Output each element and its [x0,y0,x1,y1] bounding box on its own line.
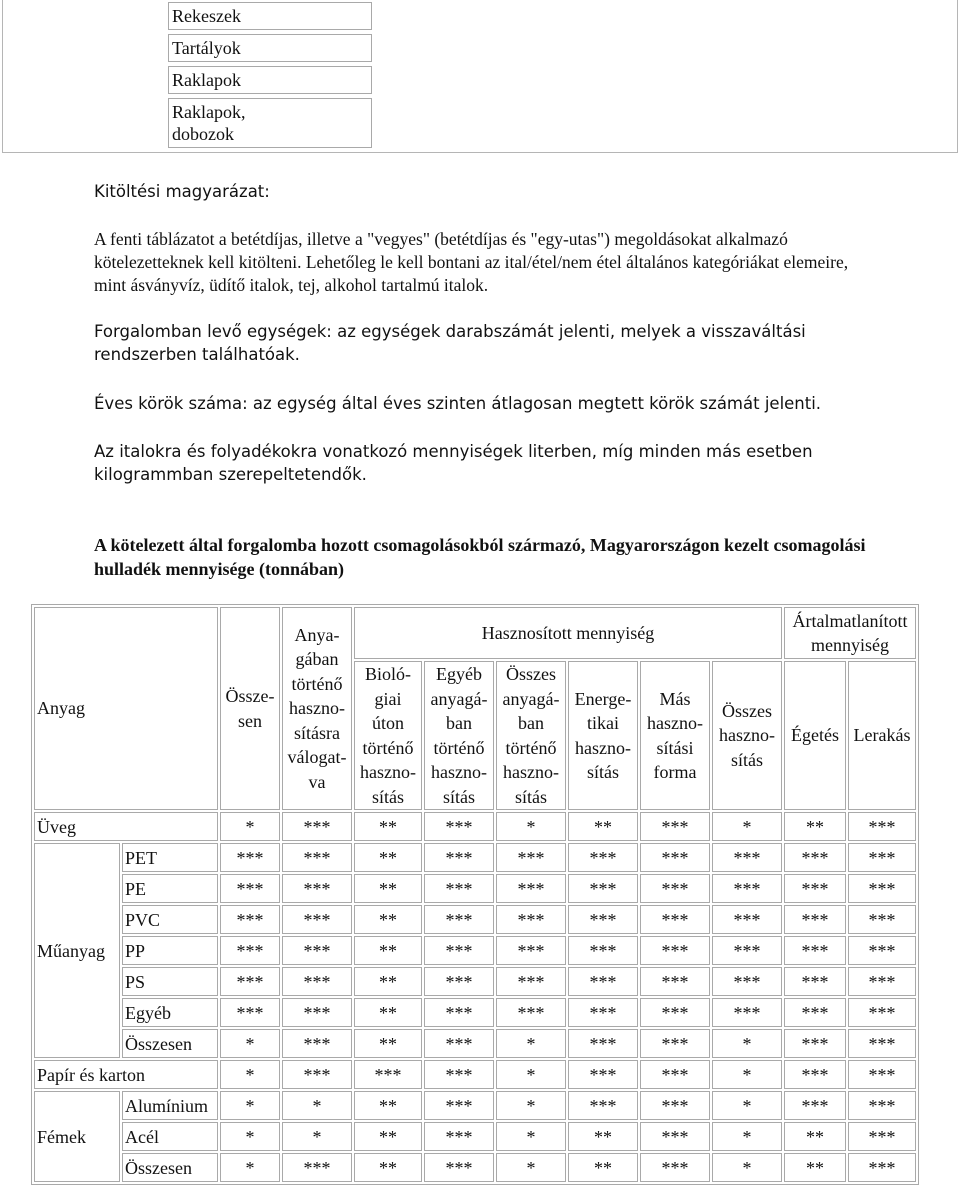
value-cell: *** [424,1029,494,1058]
value-cell: * [496,1029,566,1058]
table-row [34,1091,916,1120]
row-label: PET [122,843,218,872]
explanation-paragraph: Éves körök száma: az egység által éves szinten átlagosan megtett körök számát jelenti. [94,394,822,413]
row-label: PS [122,967,218,996]
group-label-muanyag: Műanyag [34,843,120,1058]
value-cell: *** [784,967,846,996]
row-label: Egyéb [122,998,218,1027]
value-cell: *** [640,1122,710,1151]
table-row [34,905,916,934]
explanation-paragraph: A fenti táblázatot a betétdíjas, illetve a "vegyes" (betétdíjas és "egy-utas") megoldásokat alkalmazó kötelezetteknek kell kitölteni. Lehetőleg le kell bontani az ital/étel/nem étel általános kategóriákat elemeire, mint ásványvíz, üdítő italok, tej, alkohol tartalmú italok. [94,229,849,295]
table-row [34,1122,916,1151]
value-cell: ** [354,1091,422,1120]
header-egetes: Égetés [784,661,846,810]
value-cell: ** [784,1122,846,1151]
value-cell: *** [640,967,710,996]
value-cell: *** [640,874,710,903]
value-cell: * [220,1060,280,1089]
value-cell: * [220,812,280,841]
row-label: PP [122,936,218,965]
packaging-type-cell: Raklapok, dobozok [168,98,372,148]
value-cell: *** [568,1029,638,1058]
header-anyagban-valogatva: Anya- gában történő haszno- sításra válogat- va [282,607,352,810]
table-row [34,936,916,965]
value-cell: *** [496,936,566,965]
header-energetikai: Energe- tikai haszno- sítás [568,661,638,810]
value-cell: *** [848,998,916,1027]
value-cell: ** [354,905,422,934]
value-cell: *** [282,1060,352,1089]
value-cell: *** [784,1029,846,1058]
value-cell: * [712,812,782,841]
value-cell: ** [784,1153,846,1182]
value-cell: *** [424,1060,494,1089]
row-label: Üveg [34,812,218,841]
table-row [34,998,916,1027]
table-right-border [957,0,958,152]
value-cell: * [712,1122,782,1151]
value-cell: *** [712,843,782,872]
packaging-type-cell: Raklapok [168,66,372,94]
packaging-type-cell: Tartályok [168,34,372,62]
value-cell: *** [712,874,782,903]
value-cell: *** [282,874,352,903]
value-cell: *** [640,905,710,934]
header-osszesen: Össze- sen [220,607,280,810]
value-cell: *** [848,874,916,903]
value-cell: *** [640,998,710,1027]
value-cell: *** [424,936,494,965]
header-osszes-anyagaban: Összes anyagá- ban történő haszno- sítás [496,661,566,810]
value-cell: *** [424,967,494,996]
row-label: PE [122,874,218,903]
value-cell: *** [640,1029,710,1058]
value-cell: *** [848,1091,916,1120]
value-cell: *** [568,843,638,872]
value-cell: *** [784,936,846,965]
header-osszes-hasznositas: Összes haszno- sítás [712,661,782,810]
group-label-femek: Fémek [34,1091,120,1182]
value-cell: *** [712,936,782,965]
value-cell: ** [354,1029,422,1058]
value-cell: *** [496,874,566,903]
value-cell: * [496,1091,566,1120]
waste-quantity-table [31,604,919,1185]
value-cell: *** [282,812,352,841]
value-cell: * [712,1029,782,1058]
header-egyeb-anyagaban: Egyéb anyagá- ban történő haszno- sítás [424,661,494,810]
value-cell: *** [220,874,280,903]
value-cell: *** [784,1060,846,1089]
value-cell: * [220,1153,280,1182]
value-cell: *** [848,1029,916,1058]
value-cell: *** [424,812,494,841]
value-cell: *** [640,1060,710,1089]
value-cell: *** [712,905,782,934]
value-cell: *** [496,843,566,872]
value-cell: *** [282,998,352,1027]
value-cell: *** [784,998,846,1027]
value-cell: *** [282,967,352,996]
value-cell: *** [568,905,638,934]
value-cell: *** [568,936,638,965]
value-cell: ** [354,998,422,1027]
value-cell: * [220,1091,280,1120]
table-title: A kötelezett által forgalomba hozott csomagolásokból származó, Magyarországon kezelt csomagolási hulladék mennyisége (tonnában) [94,535,866,579]
value-cell: *** [568,1091,638,1120]
value-cell: *** [282,1029,352,1058]
value-cell: *** [568,998,638,1027]
row-label: Összesen [122,1029,218,1058]
packaging-type-cell: Rekeszek [168,2,372,30]
packaging-types-table [0,0,960,155]
value-cell: ** [354,1153,422,1182]
value-cell: *** [496,998,566,1027]
table-row [34,874,916,903]
value-cell: *** [848,936,916,965]
value-cell: *** [712,998,782,1027]
value-cell: *** [712,967,782,996]
value-cell: *** [496,967,566,996]
header-anyag: Anyag [34,607,218,810]
value-cell: * [712,1153,782,1182]
value-cell: *** [640,1153,710,1182]
table-row [34,1060,916,1089]
value-cell: * [496,1060,566,1089]
value-cell: ** [354,936,422,965]
value-cell: *** [282,936,352,965]
value-cell: *** [784,1091,846,1120]
value-cell: *** [848,1153,916,1182]
value-cell: ** [354,1122,422,1151]
value-cell: *** [640,812,710,841]
value-cell: *** [424,843,494,872]
value-cell: * [282,1122,352,1151]
value-cell: *** [848,843,916,872]
row-label: Összesen [122,1153,218,1182]
value-cell: *** [220,967,280,996]
value-cell: * [220,1029,280,1058]
value-cell: *** [282,905,352,934]
row-label: PVC [122,905,218,934]
header-mas: Más haszno- sítási forma [640,661,710,810]
value-cell: *** [568,967,638,996]
value-cell: *** [784,843,846,872]
value-cell: ** [568,1122,638,1151]
value-cell: ** [354,967,422,996]
header-lerakas: Lerakás [848,661,916,810]
value-cell: *** [220,998,280,1027]
value-cell: *** [640,936,710,965]
value-cell: *** [848,905,916,934]
explanation-heading: Kitöltési magyarázat: [94,182,270,201]
value-cell: * [220,1122,280,1151]
value-cell: ** [354,843,422,872]
value-cell: * [496,812,566,841]
value-cell: *** [220,936,280,965]
value-cell: ** [354,874,422,903]
table-row [34,843,916,872]
value-cell: * [712,1060,782,1089]
value-cell: *** [424,1153,494,1182]
explanation-paragraph: Forgalomban levő egységek: az egységek darabszámát jelenti, melyek a visszaváltási rendszerben találhatóak. [94,322,806,364]
value-cell: *** [282,1153,352,1182]
value-cell: *** [848,967,916,996]
value-cell: *** [424,1091,494,1120]
value-cell: *** [282,843,352,872]
value-cell: *** [640,843,710,872]
header-row [34,607,916,659]
value-cell: *** [220,843,280,872]
value-cell: *** [220,905,280,934]
header-biologiai: Bioló- giai úton történő haszno- sítás [354,661,422,810]
table-row [34,967,916,996]
value-cell: *** [568,1060,638,1089]
value-cell: * [496,1122,566,1151]
value-cell: *** [424,874,494,903]
value-cell: *** [496,905,566,934]
table-row [34,1153,916,1182]
table-row [34,1029,916,1058]
row-label: Alumínium [122,1091,218,1120]
value-cell: * [282,1091,352,1120]
value-cell: *** [424,1122,494,1151]
header-hasznositott: Hasznosított mennyiség [354,607,782,659]
value-cell: *** [568,874,638,903]
value-cell: ** [568,1153,638,1182]
table-row [34,812,916,841]
value-cell: *** [848,812,916,841]
value-cell: *** [848,1122,916,1151]
value-cell: *** [784,905,846,934]
value-cell: *** [784,874,846,903]
value-cell: *** [640,1091,710,1120]
explanation-paragraph: Az italokra és folyadékokra vonatkozó mennyiségek literben, míg minden más esetben kilogrammban szerepeltetendők. [94,442,813,484]
value-cell: ** [784,812,846,841]
value-cell: * [712,1091,782,1120]
header-artalmatlanitott: Ártalmatlanított mennyiség [784,607,916,659]
value-cell: ** [568,812,638,841]
packaging-types-column [168,2,372,152]
row-label: Acél [122,1122,218,1151]
value-cell: * [496,1153,566,1182]
value-cell: *** [354,1060,422,1089]
value-cell: *** [424,998,494,1027]
table-bottom-border [2,152,958,153]
row-label: Papír és karton [34,1060,218,1089]
value-cell: *** [424,905,494,934]
value-cell: ** [354,812,422,841]
table-left-border [2,0,3,152]
value-cell: *** [848,1060,916,1089]
